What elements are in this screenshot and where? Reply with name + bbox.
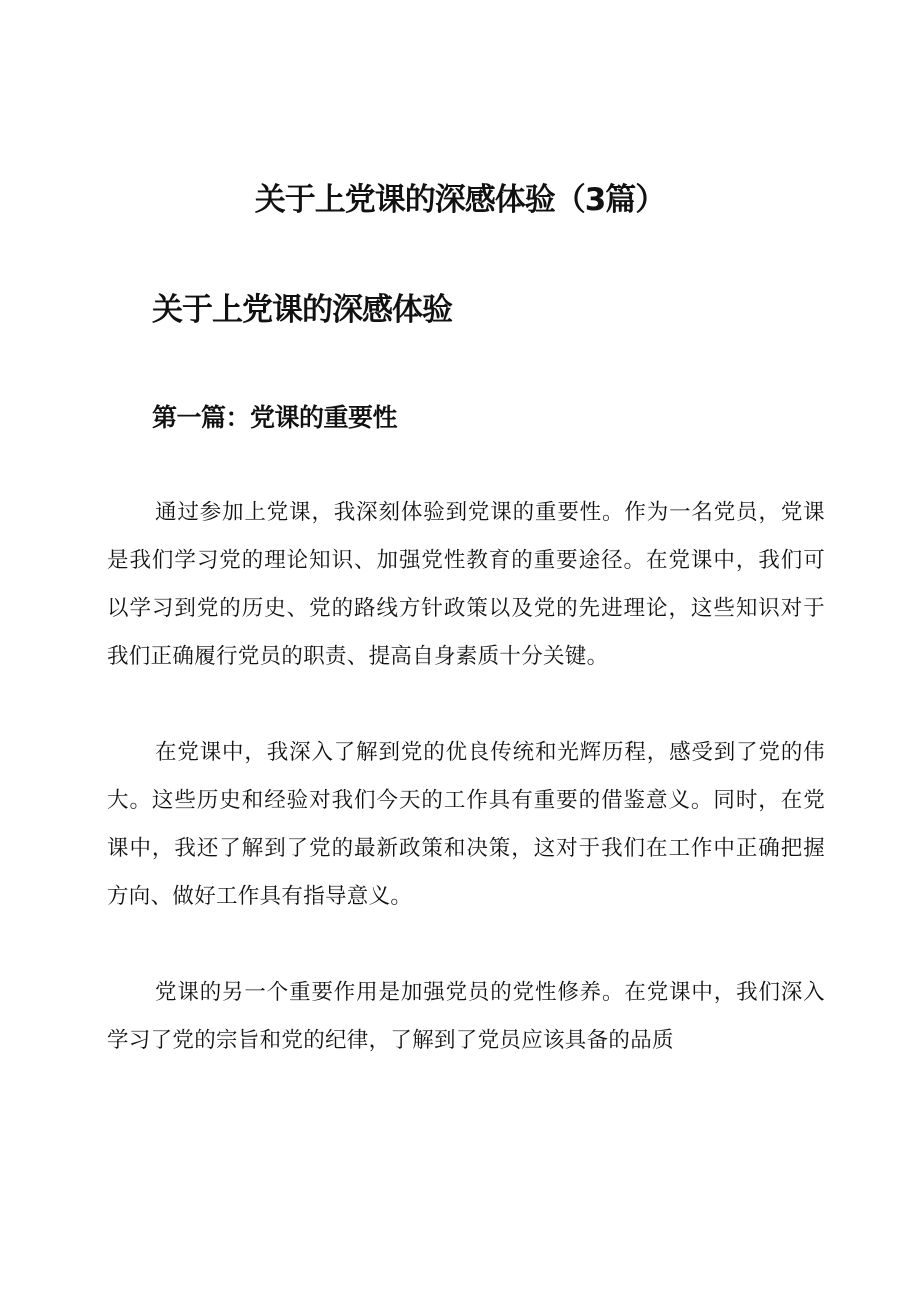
document-subtitle: 关于上党课的深感体验 bbox=[152, 292, 452, 328]
document-title: 关于上党课的深感体验（3篇） bbox=[254, 182, 666, 218]
paragraph-1: 通过参加上党课，我深刻体验到党课的重要性。作为一名党员，党课是我们学习党的理论知识、加强党性教育的重要途径。在党课中，我们可以学习到党的历史、党的路线方针政策以及党的先进理论，这些知识对于我们正确履行党员的职责、提高自身素质十分关键。 bbox=[107, 500, 825, 669]
paragraph-3: 党课的另一个重要作用是加强党员的党性修养。在党课中，我们深入学习了党的宗旨和党的纪律，了解到了党员应该具备的品质 bbox=[107, 980, 825, 1053]
paragraph-2: 在党课中，我深入了解到党的优良传统和光辉历程，感受到了党的伟大。这些历史和经验对我们今天的工作具有重要的借鉴意义。同时，在党课中，我还了解到了党的最新政策和决策，这对于我们在工作中正确把握方向、做好工作具有指导意义。 bbox=[107, 740, 825, 909]
section-heading: 第一篇：党课的重要性 bbox=[152, 403, 398, 432]
